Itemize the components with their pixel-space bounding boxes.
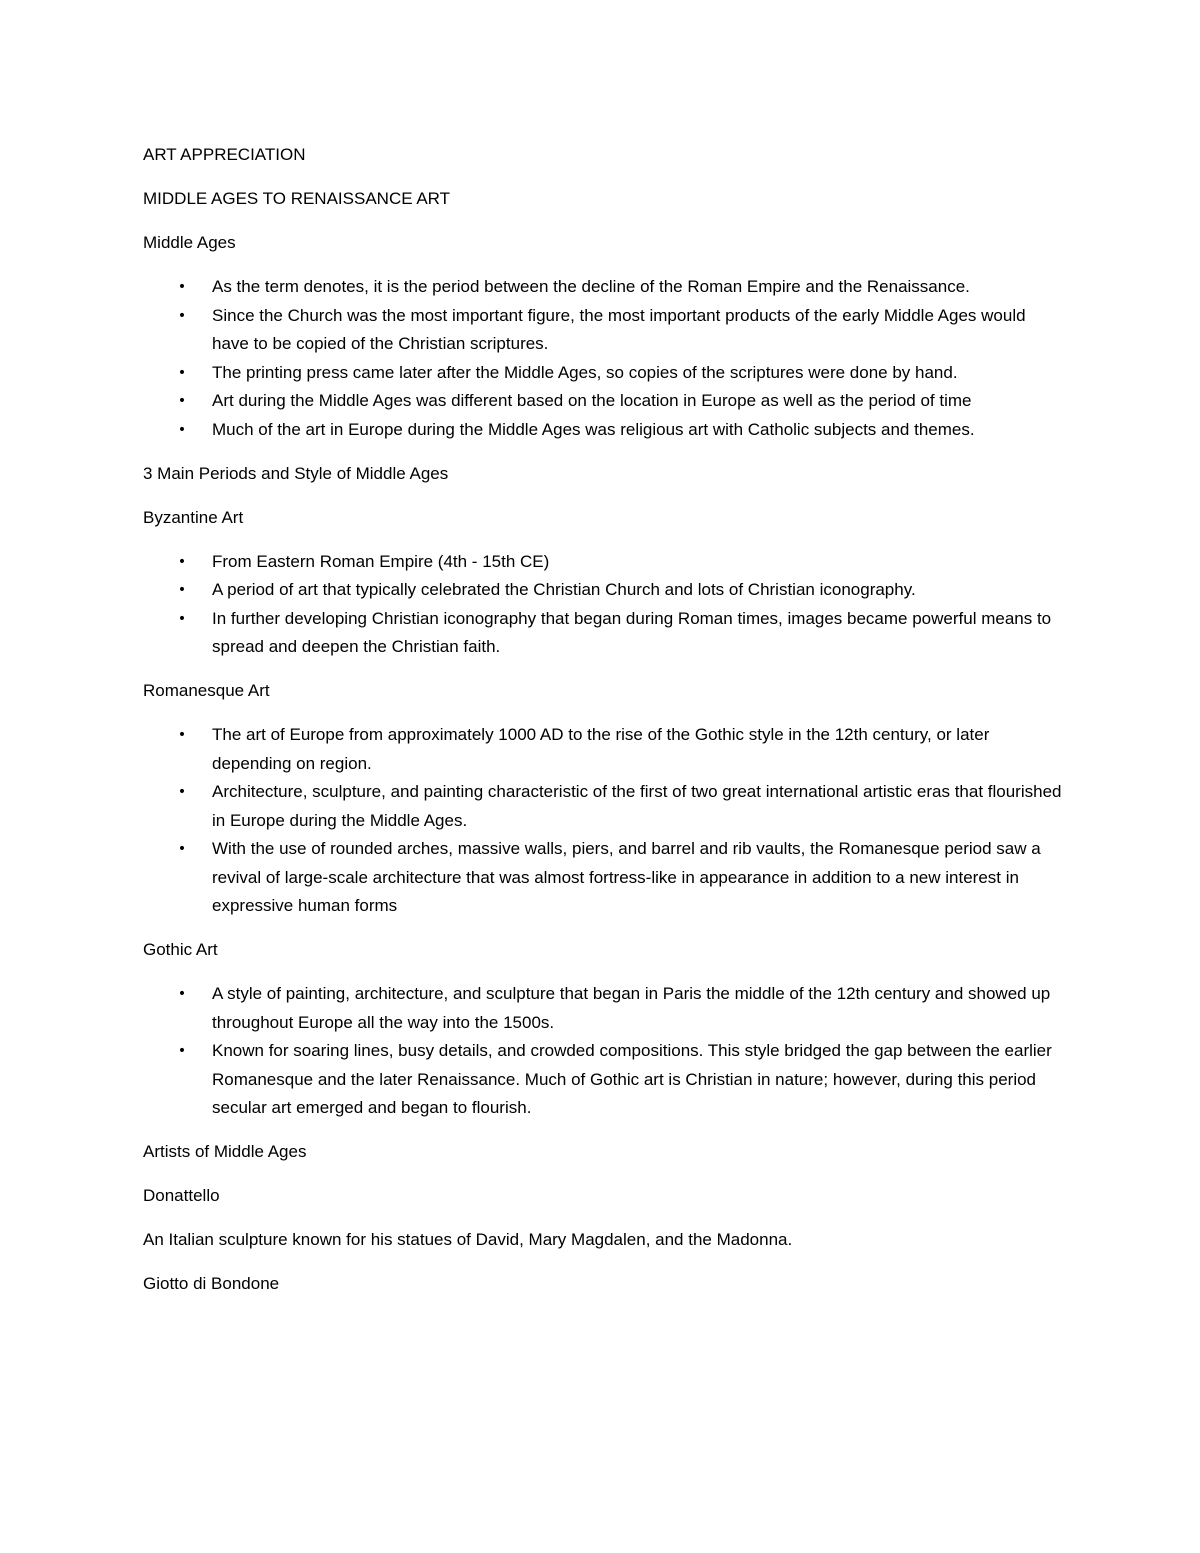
byzantine-list [143, 548, 1063, 662]
section-heading-gothic: Gothic Art [143, 940, 218, 959]
bullet-icon: • [177, 279, 187, 295]
list-item [143, 548, 1063, 577]
artist-name-giotto: Giotto di Bondone [143, 1274, 280, 1293]
list-item-text: The printing press came later after the Middle Ages, so copies of the scriptures were done by hand. [212, 362, 958, 382]
list-item-text: From Eastern Roman Empire (4th - 15th CE) [212, 551, 550, 571]
artist-description-donatello: An Italian sculpture known for his statues of David, Mary Magdalen, and the Madonna. [143, 1230, 793, 1249]
list-item-text: Architecture, sculpture, and painting characteristic of the first of two great international artistic eras that flourished in Europe during the Middle Ages. [212, 782, 1062, 830]
list-item-text: As the term denotes, it is the period between the decline of the Roman Empire and the Renaissance. [212, 277, 970, 296]
bullet-icon: • [177, 582, 187, 598]
list-item-text: Known for soaring lines, busy details, and crowded compositions. This style bridged the gap between the earlier Romanesque and the later Renaissance. Much of Gothic art is Christian in nature; however, during this period secular art emerged and began to flourish. [212, 1041, 1052, 1117]
list-item-text: A style of painting, architecture, and sculpture that began in Paris the middle of the 12th century and showed up throughout Europe all the way into the 1500s. [212, 984, 1051, 1032]
bullet-icon: • [177, 421, 187, 438]
list-item-text: With the use of rounded arches, massive walls, piers, and barrel and rib vaults, the Romanesque period saw a revival of large-scale architecture that was almost fortress-like in appearance in addition to a new interest in expressive human forms [212, 839, 1041, 915]
document-subtitle: MIDDLE AGES TO RENAISSANCE ART [143, 189, 451, 208]
list-item-text: In further developing Christian iconography that began during Roman times, images became powerful means to spread and deepen the Christian faith. [212, 608, 1052, 656]
list-item [143, 387, 1063, 416]
list-item-text: The art of Europe from approximately 1000 AD to the rise of the Gothic style in the 12th century, or later depending on region. [212, 725, 990, 773]
bullet-icon: • [177, 393, 187, 409]
bullet-icon: • [177, 986, 187, 1002]
middle-ages-list [143, 273, 1063, 444]
list-item [143, 302, 1063, 359]
list-item-text: A period of art that typically celebrated the Christian Church and lots of Christian iconography. [212, 580, 916, 599]
list-item [143, 721, 1063, 778]
bullet-icon: • [177, 364, 187, 381]
bullet-icon: • [177, 784, 187, 800]
section-heading-periods: 3 Main Periods and Style of Middle Ages [143, 463, 449, 483]
document-body [143, 141, 1063, 1314]
list-item-text: Much of the art in Europe during the Middle Ages was religious art with Catholic subjects and themes. [212, 419, 975, 439]
list-item [143, 576, 1063, 605]
document-title: ART APPRECIATION [143, 145, 306, 164]
artist-name-donatello: Donattello [143, 1186, 220, 1205]
section-heading-middle-ages: Middle Ages [143, 233, 236, 252]
list-item-text: Art during the Middle Ages was different based on the location in Europe as well as the period of time [212, 391, 972, 410]
romanesque-list [143, 721, 1063, 921]
list-item-text: Since the Church was the most important figure, the most important products of the early Middle Ages would have to be copied of the Christian scriptures. [212, 305, 1026, 353]
list-item [143, 980, 1063, 1037]
section-heading-artists: Artists of Middle Ages [143, 1142, 307, 1161]
list-item [143, 778, 1063, 835]
bullet-icon: • [177, 727, 187, 743]
section-heading-byzantine: Byzantine Art [143, 507, 244, 527]
list-item [143, 835, 1063, 921]
list-item [143, 416, 1063, 445]
bullet-icon: • [177, 553, 187, 570]
bullet-icon: • [177, 610, 187, 627]
bullet-icon: • [177, 307, 187, 324]
gothic-list [143, 980, 1063, 1123]
list-item [143, 605, 1063, 662]
list-item [143, 359, 1063, 388]
bullet-icon: • [177, 1043, 187, 1059]
bullet-icon: • [177, 841, 187, 857]
list-item [143, 1037, 1063, 1123]
list-item [143, 273, 1063, 302]
section-heading-romanesque: Romanesque Art [143, 681, 270, 700]
